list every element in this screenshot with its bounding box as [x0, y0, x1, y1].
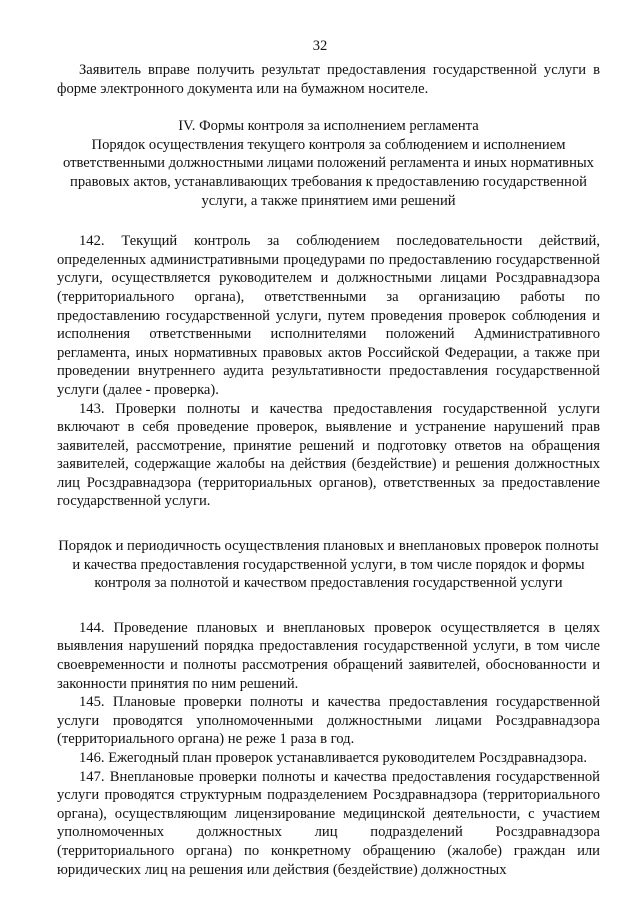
paragraph-142: 142. Текущий контроль за соблюдением последовательности действий, определенных административными процедурами по предоставлению государственной услуги, осуществляется руководителем и должностными лицами Росздравнадзора (территориального органа), ответственными за организацию работы по предоставлению государственной услуги, путем проведения проверок соблюдения и исполнения ответственными исполнителями положений Административного регламента, иных нормативных правовых актов Российской Федерации, а также при проведении внутреннего аудита результативности предоставления государственной услуги (далее - проверка). — [57, 233, 600, 398]
intro-paragraph: Заявитель вправе получить результат предоставления государственной услуги в форме электронного документа или на бумажном носителе. — [57, 62, 600, 97]
section-title: IV. Формы контроля за исполнением регламента — [178, 118, 479, 135]
paragraph-143: 143. Проверки полноты и качества предоставления государственной услуги включают в себя проведение проверок, выявление и устранение нарушений прав заявителей, рассмотрение, принятие решений и подготовку ответов на обращения заявителей, содержащие жалобы на действия (бездействие) и решения должностных лиц Росздравнадзора (территориальных органов), ответственных за предоставление государственной услуги. — [57, 400, 600, 510]
paragraph-144: 144. Проведение плановых и внеплановых проверок осуществляется в целях выявления нарушений порядка предоставления государственной услуги, в том числе своевременности и полноты рассмотрения обращений заявителей, обоснованности и законности принятия по ним решений. — [57, 619, 600, 692]
page-number: 32 — [312, 38, 328, 54]
document-body — [57, 61, 600, 879]
paragraph-147: 147. Внеплановые проверки полноты и качества предоставления государственной услуги проводятся структурным подразделением Росздравнадзора (территориального органа), осуществляющим лицензирование медицинской деятельности, с участием уполномоченных должностных лиц подразделений Росздравнадзора (территориального органа) по конкретному обращению (жалобе) граждан или юридических лиц на решения или действия (бездействие) должностных — [57, 768, 600, 878]
paragraph-146: 146. Ежегодный план проверок устанавливается руководителем Росздравнадзора. — [79, 750, 588, 766]
section-heading-current-control: Порядок осуществления текущего контроля за соблюдением и исполнением ответственными должностными лицами положений регламента и иных нормативных правовых актов, устанавливающих требования к предоставлению государственной услуги, а также принятием ими решений — [63, 136, 594, 209]
paragraph-145: 145. Плановые проверки полноты и качества предоставления государственной услуги проводятся уполномоченными должностными лицами Росздравнадзора (территориального органа) не реже 1 раза в год. — [57, 694, 600, 748]
section-heading-inspections: Порядок и периодичность осуществления плановых и внеплановых проверок полноты и качества предоставления государственной услуги, в том числе порядок и формы контроля за полнотой и качеством предоставления государственной услуги — [58, 538, 599, 592]
